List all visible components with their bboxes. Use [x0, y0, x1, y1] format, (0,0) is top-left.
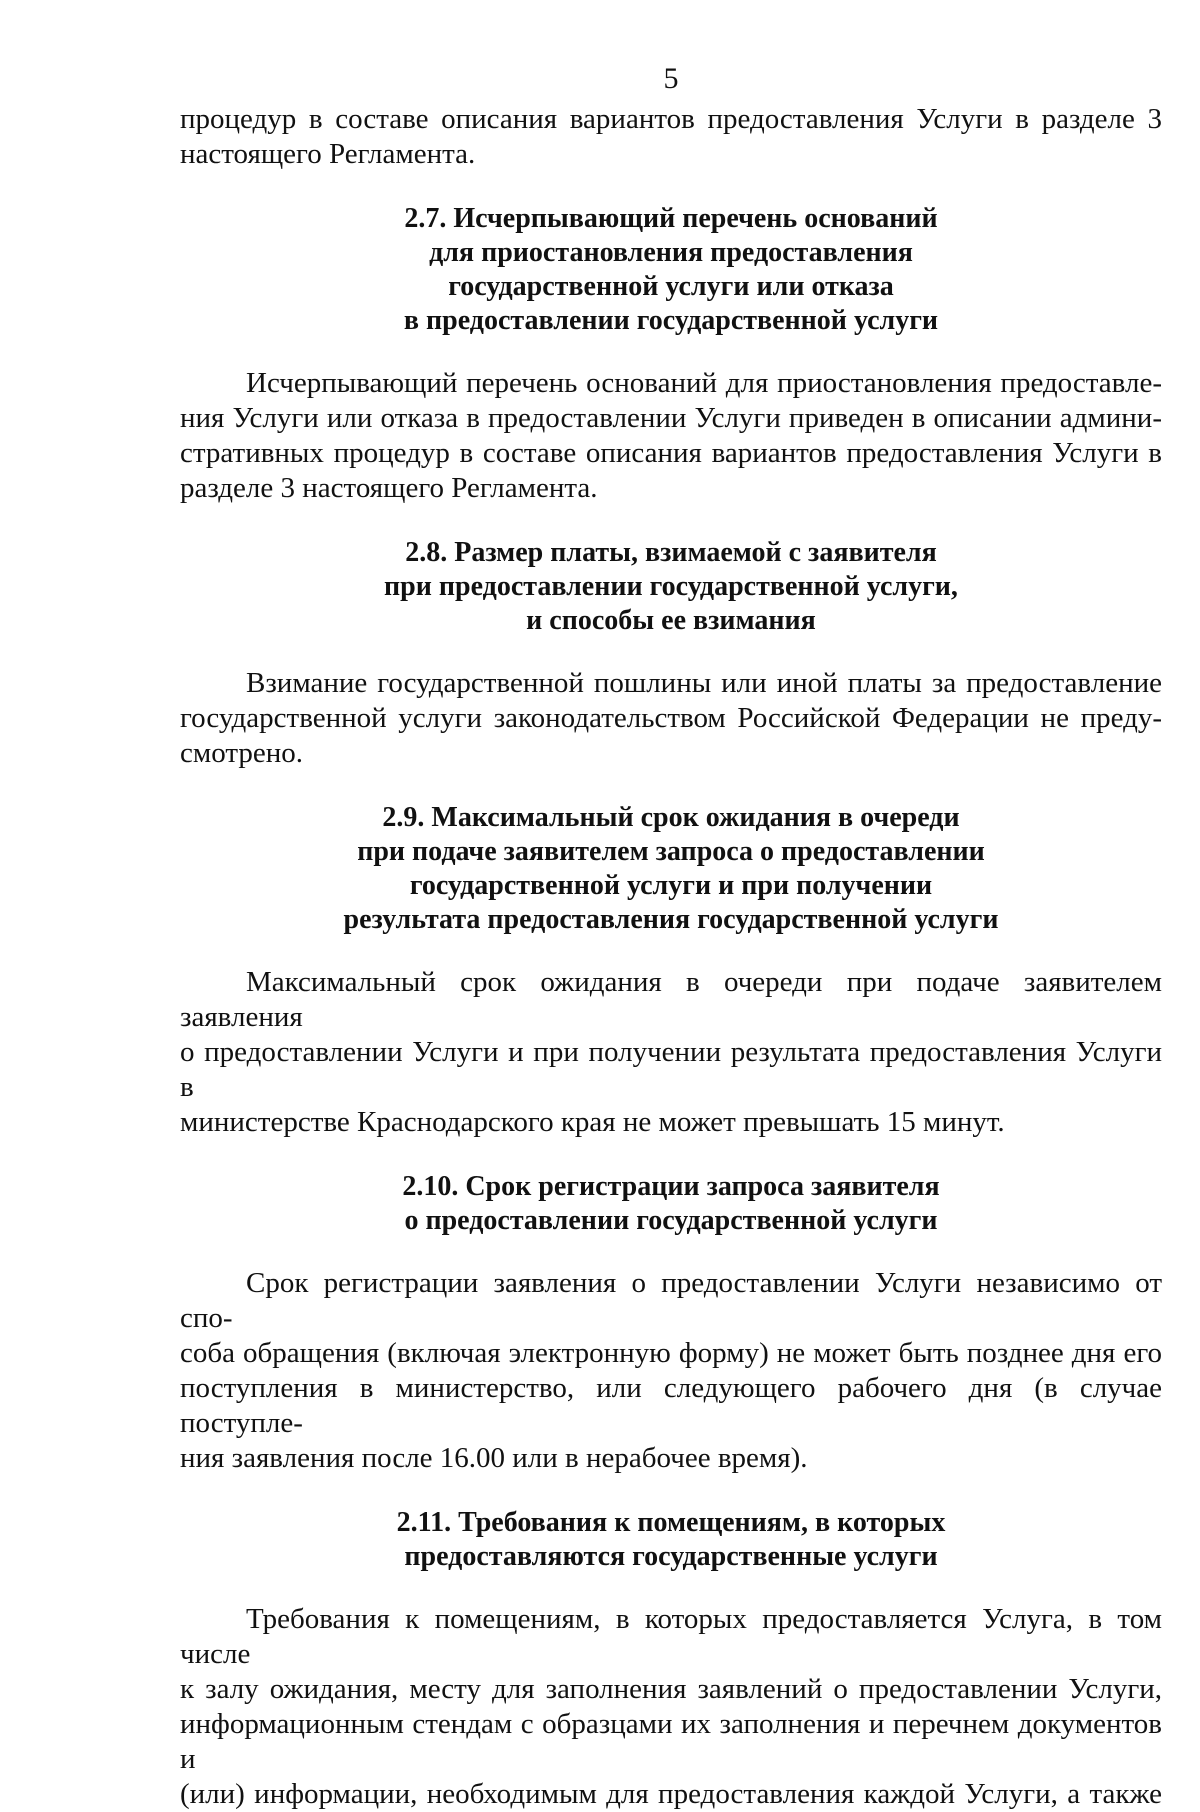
- heading-line: 2.10. Срок регистрации запроса заявителя: [402, 1171, 940, 1202]
- spacer: [180, 937, 1162, 965]
- spacer: [180, 1238, 1162, 1266]
- spacer: [180, 1140, 1162, 1170]
- body-line: (или) информации, необходимым для предоставления каждой Услуги, а также: [180, 1778, 1162, 1810]
- intro-line: настоящего Регламента.: [180, 138, 476, 170]
- spacer: [180, 1476, 1162, 1506]
- heading-line: о предоставлении государственной услуги: [404, 1205, 938, 1236]
- heading-line: и способы ее взимания: [526, 605, 816, 636]
- heading-line: 2.7. Исчерпывающий перечень оснований: [404, 203, 938, 234]
- spacer: [180, 1574, 1162, 1602]
- section-body-2-8: [180, 666, 1162, 771]
- section-body-2-9: [180, 965, 1162, 1140]
- section-heading-2-10: [180, 1170, 1162, 1238]
- heading-line: при предоставлении государственной услуги,: [384, 571, 958, 602]
- heading-line: 2.11. Требования к помещениям, в которых: [396, 1507, 946, 1538]
- heading-line: для приостановления предоставления: [429, 237, 913, 268]
- section-heading-2-8: [180, 536, 1162, 638]
- spacer: [180, 338, 1162, 366]
- body-line: разделе 3 настоящего Регламента.: [180, 472, 598, 504]
- body-line: стративных процедур в составе описания вариантов предоставления Услуги в: [180, 437, 1162, 469]
- body-line: государственной услуги законодательством Российской Федерации не преду-: [180, 702, 1162, 734]
- body-line: ния заявления после 16.00 или в нерабочее время).: [180, 1442, 808, 1474]
- heading-line: 2.9. Максимальный срок ожидания в очереди: [382, 802, 960, 833]
- body-line: министерстве Краснодарского края не может превышать 15 минут.: [180, 1106, 1005, 1138]
- spacer: [180, 638, 1162, 666]
- body-line: Взимание государственной пошлины или иной платы за предоставление: [246, 667, 1162, 699]
- body-line: информационным стендам с образцами их заполнения и перечнем документов и: [180, 1708, 1162, 1775]
- section-heading-2-7: [180, 202, 1162, 338]
- heading-line: государственной услуги и при получении: [409, 870, 933, 901]
- body-line: Требования к помещениям, в которых предоставляется Услуга, в том числе: [180, 1603, 1162, 1670]
- intro-paragraph: [180, 102, 1162, 172]
- section-body-2-11: [180, 1602, 1162, 1812]
- body-line: Срок регистрации заявления о предоставлении Услуги независимо от спо-: [180, 1267, 1162, 1334]
- section-heading-2-11: [180, 1506, 1162, 1574]
- section-heading-2-9: [180, 801, 1162, 937]
- heading-line: предоставляются государственные услуги: [404, 1541, 938, 1572]
- body-line: ния Услуги или отказа в предоставлении Услуги приведен в описании админи-: [180, 402, 1162, 434]
- body-line: Исчерпывающий перечень оснований для приостановления предоставле-: [246, 367, 1162, 399]
- heading-line: при подаче заявителем запроса о предоставлении: [357, 836, 985, 867]
- intro-line: процедур в составе описания вариантов предоставления Услуги в разделе 3: [180, 103, 1162, 135]
- page-number: 5: [663, 62, 679, 95]
- body-line: смотрено.: [180, 737, 304, 769]
- body-line: к залу ожидания, месту для заполнения заявлений о предоставлении Услуги,: [180, 1673, 1162, 1705]
- body-line: поступления в министерство, или следующего рабочего дня (в случае поступле-: [180, 1372, 1162, 1439]
- heading-line: государственной услуги или отказа: [448, 271, 894, 302]
- spacer: [180, 172, 1162, 202]
- heading-line: 2.8. Размер платы, взимаемой с заявителя: [405, 537, 937, 568]
- heading-line: результата предоставления государственной услуги: [343, 904, 999, 935]
- section-body-2-10: [180, 1266, 1162, 1476]
- body-line: о предоставлении Услуги и при получении результата предоставления Услуги в: [180, 1036, 1162, 1103]
- body-line: соба обращения (включая электронную форму) не может быть позднее дня его: [180, 1337, 1162, 1369]
- body-line: Максимальный срок ожидания в очереди при подаче заявителем заявления: [180, 966, 1162, 1033]
- section-body-2-7: [180, 366, 1162, 506]
- heading-line: в предоставлении государственной услуги: [403, 305, 939, 336]
- document-page: [180, 62, 1162, 1812]
- spacer: [180, 506, 1162, 536]
- spacer: [180, 771, 1162, 801]
